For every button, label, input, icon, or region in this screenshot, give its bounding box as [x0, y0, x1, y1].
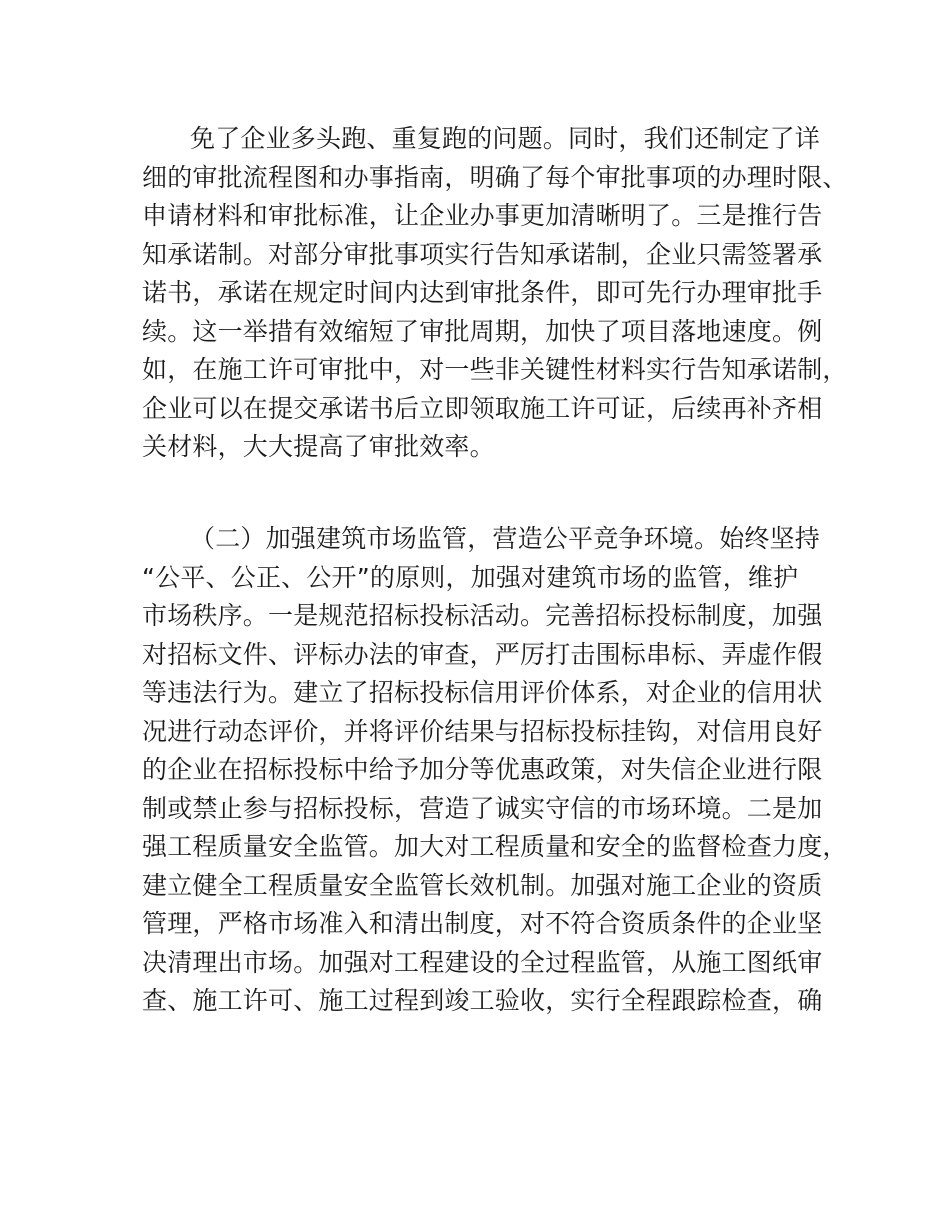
- paragraph-line: 如，在施工许可审批中，对一些非关键性材料实行告知承诺制，: [142, 355, 848, 384]
- paragraph-line: 决清理出市场。加强对工程建设的全过程监管，从施工图纸审: [142, 947, 823, 977]
- paragraph-line: 查、施工许可、施工过程到竣工验收，实行全程跟踪检查，确: [142, 986, 823, 1015]
- paragraph-line: 建立健全工程质量安全监管长效机制。加强对施工企业的资质: [142, 870, 823, 900]
- paragraph-line: 况进行动态评价，并将评价结果与招标投标挂钩，对信用良好: [142, 716, 823, 746]
- paragraph-line: 制或禁止参与招标投标，营造了诚实守信的市场环境。二是加: [142, 793, 823, 823]
- paragraph-1: [142, 120, 848, 467]
- paragraph-line: 企业可以在提交承诺书后立即领取施工许可证，后续再补齐相: [142, 393, 823, 423]
- paragraph-line: 管理，严格市场准入和清出制度，对不符合资质条件的企业坚: [142, 909, 823, 938]
- paragraph-line: 强工程质量安全监管。加大对工程质量和安全的监督检查力度，: [142, 832, 848, 861]
- paragraph-line: 申请材料和审批标准，让企业办事更加清晰明了。三是推行告: [142, 201, 823, 230]
- paragraph-line: 诺书，承诺在规定时间内达到审批条件，即可先行办理审批手: [142, 278, 823, 307]
- paragraph-line: （二）加强建筑市场监管，营造公平竞争环境。始终坚持: [190, 524, 821, 553]
- paragraph-line: “公平、公正、公开”的原则，加强对建筑市场的监管，维护: [142, 562, 799, 592]
- paragraph-line: 市场秩序。一是规范招标投标活动。完善招标投标制度，加强: [142, 601, 823, 630]
- paragraph-line: 免了企业多头跑、重复跑的问题。同时，我们还制定了详: [190, 124, 821, 153]
- paragraph-line: 对招标文件、评标办法的审查，严厉打击围标串标、弄虚作假: [142, 639, 823, 669]
- paragraph-line: 续。这一举措有效缩短了审批周期，加快了项目落地速度。例: [142, 316, 823, 346]
- paragraph-line: 关材料，大大提高了审批效率。: [142, 432, 495, 461]
- paragraph-line: 等违法行为。建立了招标投标信用评价体系，对企业的信用状: [142, 678, 823, 707]
- paragraph-2: [142, 520, 848, 1021]
- paragraph-line: 的企业在招标投标中给予加分等优惠政策，对失信企业进行限: [142, 755, 823, 784]
- paragraph-line: 知承诺制。对部分审批事项实行告知承诺制，企业只需签署承: [142, 239, 823, 269]
- paragraph-line: 细的审批流程图和办事指南，明确了每个审批事项的办理时限、: [142, 162, 848, 192]
